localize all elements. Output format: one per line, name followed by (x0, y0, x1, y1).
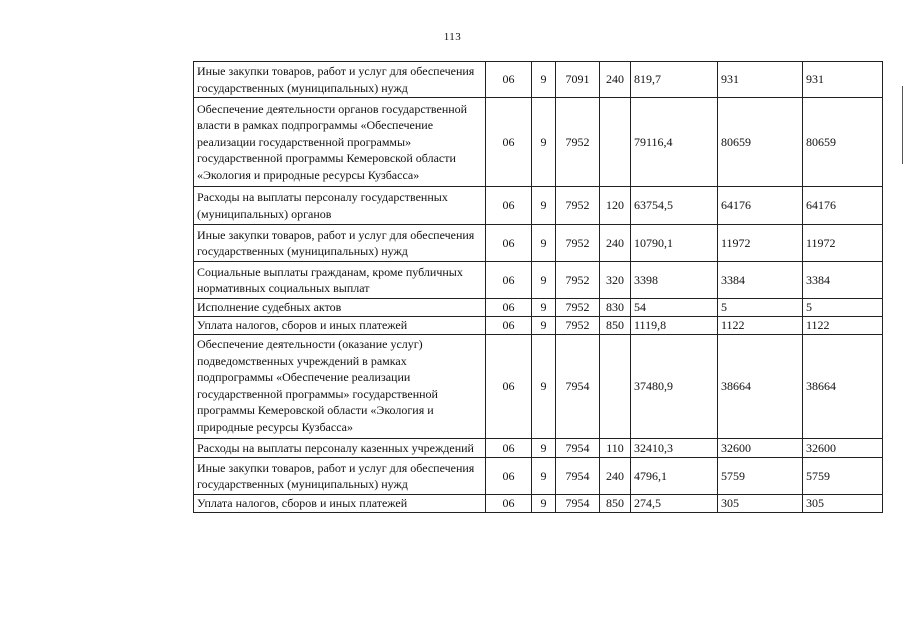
table-row (194, 187, 883, 225)
row-value1: 819,7 (631, 62, 718, 98)
row-section: 06 (486, 62, 532, 98)
table-row (194, 98, 883, 187)
row-type: 240 (600, 225, 631, 262)
row-target: 7952 (556, 225, 600, 262)
row-target: 7952 (556, 262, 600, 299)
row-value2: 931 (718, 62, 803, 98)
row-type: 850 (600, 495, 631, 513)
row-value1: 79116,4 (631, 98, 718, 187)
row-type: 240 (600, 62, 631, 98)
row-value2: 1122 (718, 317, 803, 335)
row-value1: 4796,1 (631, 458, 718, 495)
row-value1: 54 (631, 299, 718, 317)
row-target: 7954 (556, 439, 600, 458)
table-row (194, 335, 883, 439)
row-value2: 38664 (718, 335, 803, 439)
row-value3: 5759 (803, 458, 883, 495)
row-section: 06 (486, 458, 532, 495)
row-subsection: 9 (532, 225, 556, 262)
row-value2: 64176 (718, 187, 803, 225)
row-description: Иные закупки товаров, работ и услуг для обеспечения государственных (муниципальных) нужд (194, 225, 486, 262)
row-section: 06 (486, 299, 532, 317)
row-subsection: 9 (532, 187, 556, 225)
row-target: 7952 (556, 187, 600, 225)
table-row (194, 299, 883, 317)
row-subsection: 9 (532, 299, 556, 317)
row-description: Иные закупки товаров, работ и услуг для обеспечения государственных (муниципальных) нужд (194, 62, 486, 98)
row-target: 7091 (556, 62, 600, 98)
row-value2: 5759 (718, 458, 803, 495)
row-section: 06 (486, 98, 532, 187)
row-section: 06 (486, 439, 532, 458)
row-subsection: 9 (532, 317, 556, 335)
scan-edge-mark (902, 86, 903, 164)
table-row (194, 495, 883, 513)
row-value3: 80659 (803, 98, 883, 187)
row-description: Социальные выплаты гражданам, кроме публичных нормативных социальных выплат (194, 262, 486, 299)
table-row (194, 439, 883, 458)
row-subsection: 9 (532, 439, 556, 458)
row-description: Исполнение судебных актов (194, 299, 486, 317)
row-section: 06 (486, 317, 532, 335)
row-value1: 3398 (631, 262, 718, 299)
row-description: Уплата налогов, сборов и иных платежей (194, 495, 486, 513)
row-target: 7952 (556, 299, 600, 317)
row-subsection: 9 (532, 98, 556, 187)
table-row (194, 62, 883, 98)
row-type (600, 98, 631, 187)
row-target: 7954 (556, 458, 600, 495)
row-subsection: 9 (532, 458, 556, 495)
row-type (600, 335, 631, 439)
row-type: 110 (600, 439, 631, 458)
row-value1: 32410,3 (631, 439, 718, 458)
row-target: 7952 (556, 98, 600, 187)
row-target: 7954 (556, 335, 600, 439)
row-type: 830 (600, 299, 631, 317)
row-value3: 931 (803, 62, 883, 98)
row-value1: 274,5 (631, 495, 718, 513)
row-type: 120 (600, 187, 631, 225)
row-description: Обеспечение деятельности органов государственной власти в рамках подпрограммы «Обеспечение реализации государственной программы» государственной программы Кемеровской области «Экология и природные ресурсы Кузбасса» (194, 98, 486, 187)
row-section: 06 (486, 335, 532, 439)
row-description: Иные закупки товаров, работ и услуг для обеспечения государственных (муниципальных) нужд (194, 458, 486, 495)
row-value2: 32600 (718, 439, 803, 458)
row-subsection: 9 (532, 62, 556, 98)
row-value1: 63754,5 (631, 187, 718, 225)
row-value1: 10790,1 (631, 225, 718, 262)
row-target: 7954 (556, 495, 600, 513)
row-description: Расходы на выплаты персоналу государственных (муниципальных) органов (194, 187, 486, 225)
row-value3: 64176 (803, 187, 883, 225)
row-value1: 1119,8 (631, 317, 718, 335)
row-type: 320 (600, 262, 631, 299)
page-number: 113 (443, 31, 462, 43)
row-section: 06 (486, 495, 532, 513)
table-row (194, 262, 883, 299)
row-description: Расходы на выплаты персоналу казенных учреждений (194, 439, 486, 458)
row-value3: 38664 (803, 335, 883, 439)
row-subsection: 9 (532, 262, 556, 299)
row-value2: 11972 (718, 225, 803, 262)
row-description: Обеспечение деятельности (оказание услуг) подведомственных учреждений в рамках подпрограммы «Обеспечение реализации государственной программы» государственной программы Кемеровской области «Экология и природные ресурсы Кузбасса» (194, 335, 486, 439)
row-value2: 305 (718, 495, 803, 513)
row-section: 06 (486, 262, 532, 299)
row-description: Уплата налогов, сборов и иных платежей (194, 317, 486, 335)
table-row (194, 458, 883, 495)
table-row (194, 317, 883, 335)
row-value2: 80659 (718, 98, 803, 187)
row-type: 850 (600, 317, 631, 335)
row-value3: 11972 (803, 225, 883, 262)
row-value1: 37480,9 (631, 335, 718, 439)
table-row (194, 225, 883, 262)
row-value3: 32600 (803, 439, 883, 458)
row-subsection: 9 (532, 495, 556, 513)
row-value2: 5 (718, 299, 803, 317)
row-value3: 1122 (803, 317, 883, 335)
row-value3: 305 (803, 495, 883, 513)
row-subsection: 9 (532, 335, 556, 439)
row-section: 06 (486, 187, 532, 225)
row-value3: 5 (803, 299, 883, 317)
budget-table (193, 61, 883, 513)
row-type: 240 (600, 458, 631, 495)
row-target: 7952 (556, 317, 600, 335)
row-section: 06 (486, 225, 532, 262)
row-value2: 3384 (718, 262, 803, 299)
row-value3: 3384 (803, 262, 883, 299)
